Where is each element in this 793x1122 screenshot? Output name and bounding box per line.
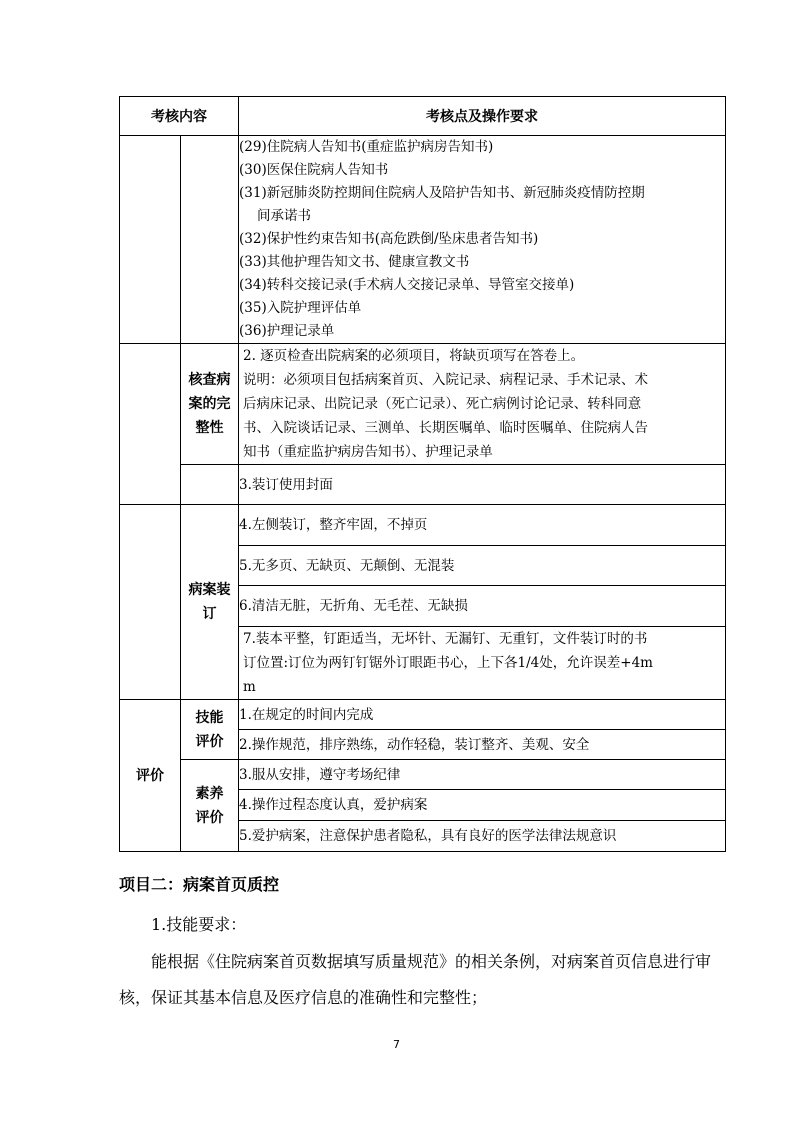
completeness-content: [239, 344, 726, 465]
evaluation-label: 评价: [120, 700, 181, 852]
paragraph-skill-requirement: 1.技能要求：: [151, 915, 247, 934]
quality-evaluation-label: [181, 760, 239, 852]
label-line: 核查病: [188, 372, 231, 388]
paragraph-description: 能根据《住院病案首页数据填写质量规范》的相关条例，对病案首页信息进行审核，保证其基本信息及医疗信息的准确性和完整性；: [119, 952, 712, 1007]
completeness-instruction: 2. 逐页检查出院病案的必须项目，将缺页项写在答卷上。: [243, 348, 585, 364]
header-assessment-points: 考核点及操作要求: [239, 97, 726, 136]
skill-item: 2.操作规范，排序熟练，动作轻稳，装订整齐、美观、安全: [239, 730, 726, 760]
empty-cell: [120, 136, 181, 344]
list-item: (34)转科交接记录(手术病人交接记录单、导管室交接单): [239, 277, 575, 293]
evaluation-row: [120, 760, 726, 790]
list-item: (31)新冠肺炎防控期间住院病人及陪护告知书、新冠肺炎疫情防控期: [239, 185, 645, 201]
empty-cell: [120, 344, 181, 505]
completeness-note-line: 后病床记录、出院记录（死亡记录）、死亡病例讨论记录、转科同意: [243, 396, 642, 412]
quality-item: 5.爱护病案，注意保护患者隐私，具有良好的医学法律法规意识: [239, 821, 726, 852]
cover-row: [120, 465, 726, 505]
label-line: 评价: [195, 733, 224, 750]
binding-item: 5.无多页、无缺页、无颠倒、无混装: [239, 546, 726, 586]
binding-label: [181, 505, 239, 700]
list-item: (33)其他护理告知文书、健康宣教文书: [239, 254, 470, 270]
binding-item-line: 订位置:订位为两钉钉锯外订眼距书心，上下各1/4处，允许误差+4m: [243, 655, 653, 671]
binding-row: [120, 505, 726, 546]
list-item-continuation: 间承诺书: [257, 208, 311, 224]
list-item: (36)护理记录单: [239, 323, 335, 339]
label-line: 病案装: [188, 582, 231, 598]
completeness-note-line: 说明：必须项目包括病案首页、入院记录、病程记录、手术记录、术: [243, 372, 648, 388]
empty-cell: [181, 136, 239, 344]
label-line: 技能: [195, 709, 224, 726]
section1-list: [239, 136, 726, 344]
section1-row: [120, 136, 726, 344]
list-item: (35)入院护理评估单: [239, 300, 362, 316]
label-line: 案的完: [188, 396, 231, 412]
completeness-label: [181, 344, 239, 465]
list-item: (30)医保住院病人告知书: [239, 162, 389, 178]
cover-item: 3.装订使用封面: [239, 465, 726, 505]
skill-evaluation-label: [181, 700, 239, 760]
empty-cell: [120, 505, 181, 700]
skill-item: 1.在规定的时间内完成: [239, 700, 726, 730]
completeness-note-line: 书、入院谈话记录、三测单、长期医嘱单、临时医嘱单、住院病人告: [243, 420, 648, 436]
label-line: 评价: [195, 809, 224, 826]
quality-item: 4.操作过程态度认真，爱护病案: [239, 790, 726, 821]
label-line: 素养: [195, 785, 224, 802]
list-item: (32)保护性约束告知书(高危跌倒/坠床患者告知书): [239, 231, 539, 247]
list-item: (29)住院病人告知书(重症监护病房告知书): [239, 139, 494, 155]
binding-item-7: [239, 627, 726, 700]
table-header-row: [120, 97, 726, 136]
label-line: 整性: [195, 420, 224, 436]
binding-item: 6.清洁无脏，无折角、无毛茬、无缺损: [239, 586, 726, 627]
completeness-note-line: 知书（重症监护病房告知书）、护理记录单: [243, 444, 493, 460]
header-assessment-content: 考核内容: [120, 97, 239, 136]
completeness-row: [120, 344, 726, 465]
label-line: 订: [202, 606, 217, 622]
binding-item-line: 7.装本平整，钉距适当，无坏针、无漏钉、无重钉，文件装订时的书: [243, 631, 648, 647]
binding-item: 4.左侧装订，整齐牢固，不掉页: [239, 505, 726, 546]
binding-item-line: m: [243, 679, 256, 695]
assessment-table: [119, 96, 726, 852]
quality-item: 3.服从安排，遵守考场纪律: [239, 760, 726, 790]
section-title: 项目二：病案首页质控: [119, 875, 280, 894]
evaluation-row: [120, 700, 726, 730]
page-number: 7: [393, 1038, 400, 1051]
empty-cell: [181, 465, 239, 505]
